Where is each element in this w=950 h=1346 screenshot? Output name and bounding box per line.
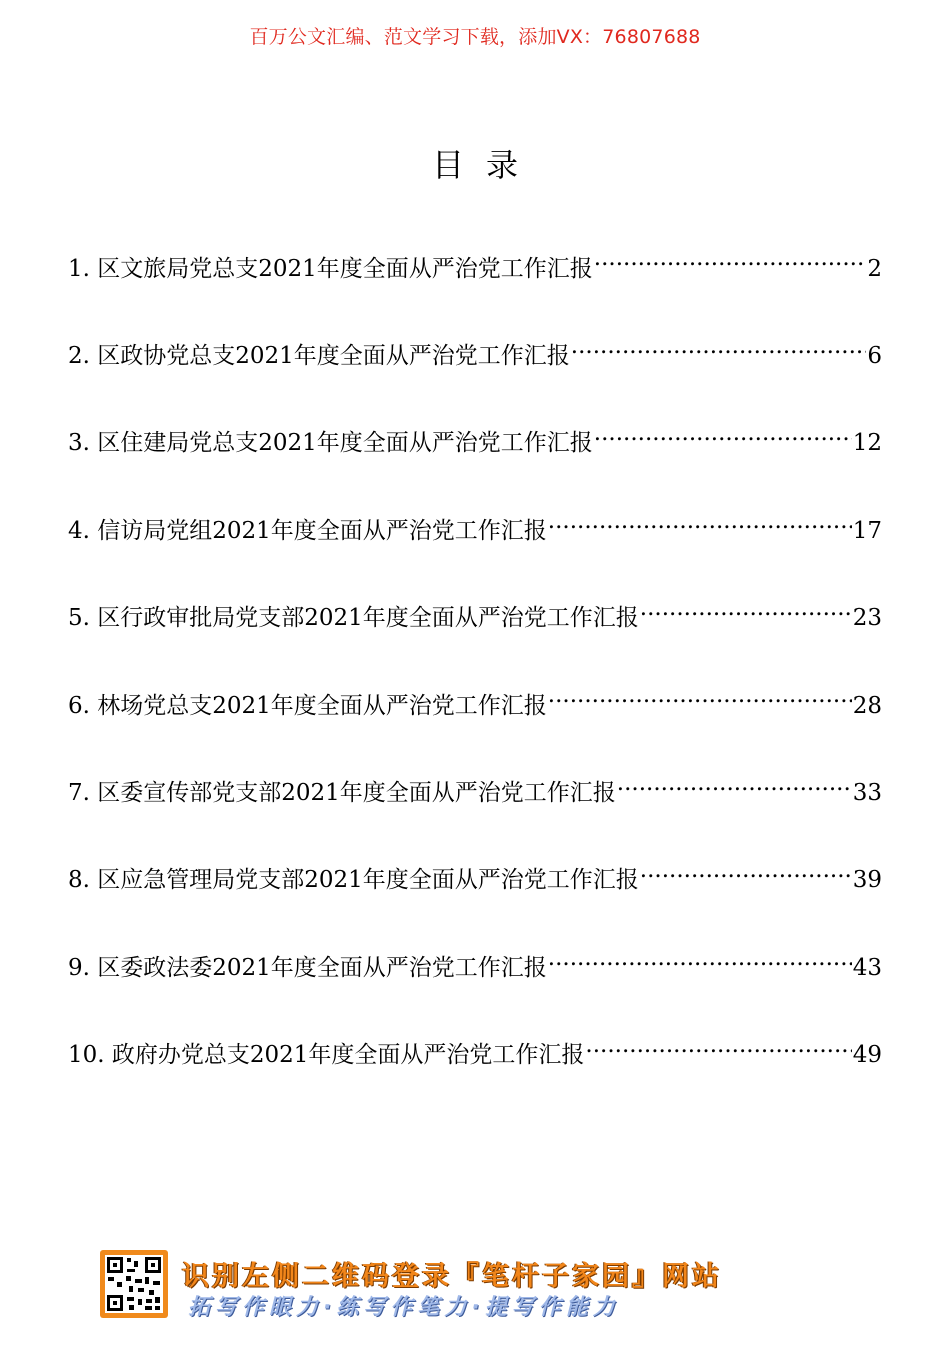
toc-list xyxy=(68,248,882,1122)
toc-entry-text: 9. 区委政法委2021年度全面从严治党工作汇报 xyxy=(68,954,547,981)
toc-leader xyxy=(594,423,852,451)
qr-code-pattern xyxy=(105,1255,163,1313)
toc-entry[interactable] xyxy=(68,423,882,510)
toc-entry-page: 49 xyxy=(852,1042,882,1069)
toc-entry-page: 28 xyxy=(852,692,882,719)
toc-leader xyxy=(548,685,852,713)
toc-entry-page: 23 xyxy=(852,605,882,632)
qr-code-icon[interactable] xyxy=(100,1250,168,1318)
toc-entry[interactable] xyxy=(68,248,882,335)
toc-entry-page: 6 xyxy=(867,342,882,369)
toc-entry-text: 10. 政府办党总支2021年度全面从严治党工作汇报 xyxy=(68,1042,585,1069)
toc-entry[interactable] xyxy=(68,335,882,422)
toc-entry-page: 33 xyxy=(852,779,882,806)
toc-entry-page: 17 xyxy=(852,517,882,544)
header-note: 百万公文汇编、范文学习下载，添加VX：76807688 xyxy=(249,26,701,48)
toc-leader xyxy=(640,860,852,888)
toc-leader xyxy=(585,1035,851,1063)
toc-entry-page: 12 xyxy=(852,430,882,457)
toc-entry-text: 7. 区委宣传部党支部2021年度全面从严治党工作汇报 xyxy=(68,779,616,806)
toc-entry-text: 4. 信访局党组2021年度全面从严治党工作汇报 xyxy=(68,517,547,544)
banner-headline: 识别左侧二维码登录『笔杆子家园』网站 xyxy=(182,1261,722,1292)
toc-entry[interactable] xyxy=(68,685,882,772)
toc-leader xyxy=(594,248,867,276)
toc-entry[interactable] xyxy=(68,598,882,685)
toc-entry-text: 5. 区行政审批局党支部2021年度全面从严治党工作汇报 xyxy=(68,605,639,632)
toc-entry-page: 39 xyxy=(852,867,882,894)
toc-leader xyxy=(617,772,852,800)
toc-entry[interactable] xyxy=(68,510,882,597)
toc-entry[interactable] xyxy=(68,1035,882,1122)
toc-entry-text: 8. 区应急管理局党支部2021年度全面从严治党工作汇报 xyxy=(68,867,639,894)
toc-entry-text: 6. 林场党总支2021年度全面从严治党工作汇报 xyxy=(68,692,547,719)
qr-code-svg xyxy=(105,1255,163,1313)
toc-leader xyxy=(548,510,852,538)
banner-slogan: 拓写作眼力·练写作笔力·提写作能力 xyxy=(188,1295,620,1320)
toc-title: 目录 xyxy=(431,146,540,184)
toc-entry[interactable] xyxy=(68,860,882,947)
footer-banner[interactable] xyxy=(100,1250,848,1320)
toc-entry-text: 3. 区住建局党总支2021年度全面从严治党工作汇报 xyxy=(68,430,593,457)
toc-leader xyxy=(571,335,867,363)
toc-entry-text: 2. 区政协党总支2021年度全面从严治党工作汇报 xyxy=(68,342,570,369)
toc-leader xyxy=(548,947,852,975)
toc-entry-page: 2 xyxy=(867,255,882,282)
toc-entry-text: 1. 区文旅局党总支2021年度全面从严治党工作汇报 xyxy=(68,255,593,282)
toc-entry-page: 43 xyxy=(852,954,882,981)
toc-entry[interactable] xyxy=(68,772,882,859)
toc-entry[interactable] xyxy=(68,947,882,1034)
toc-leader xyxy=(640,598,852,626)
